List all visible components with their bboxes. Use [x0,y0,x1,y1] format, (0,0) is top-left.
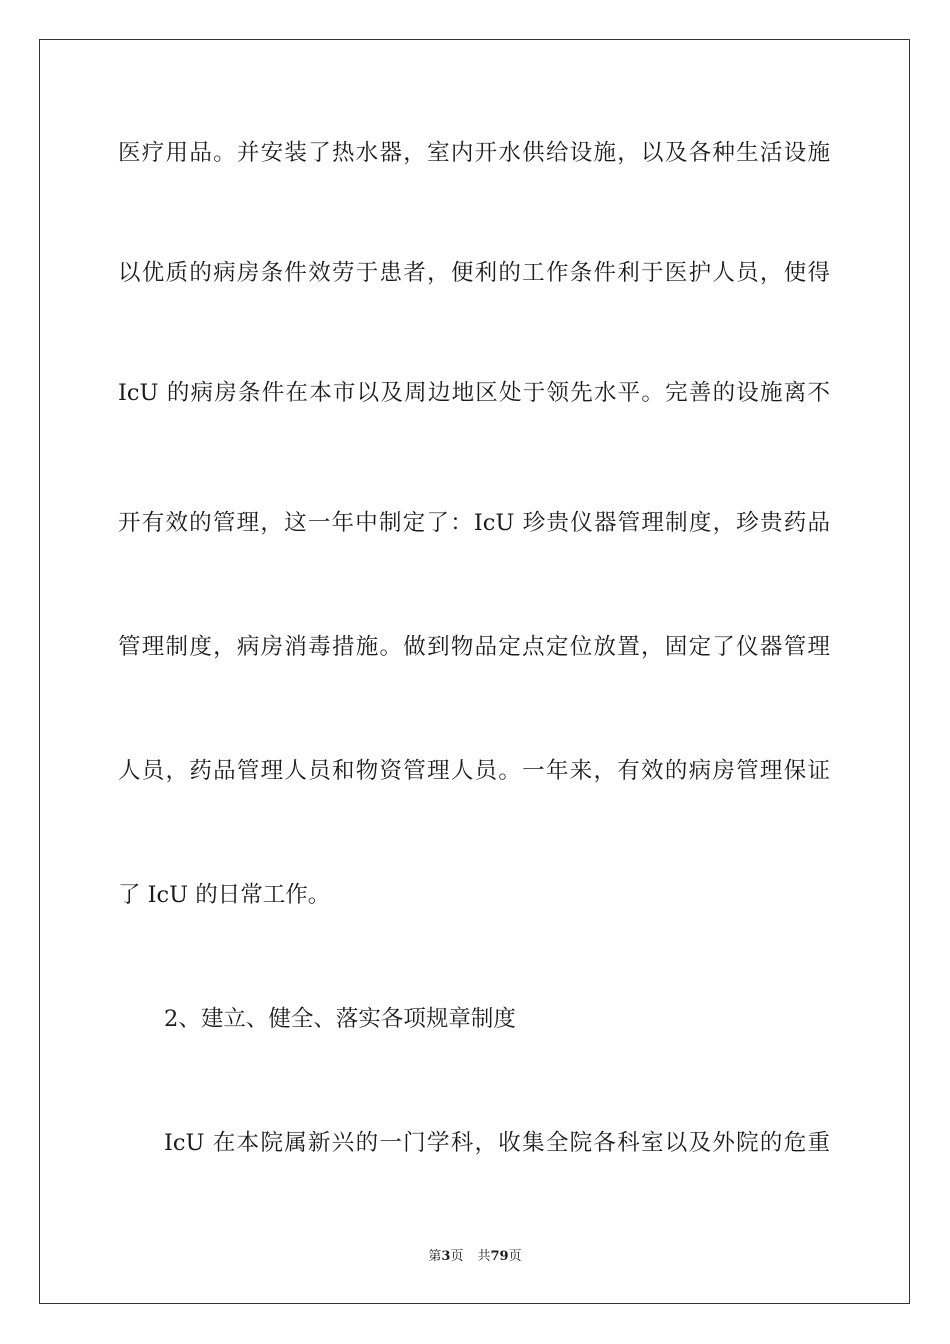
text-line-5: 管理制度，病房消毒措施。做到物品定点定位放置，固定了仪器管理 [118,634,830,660]
page-prefix: 第 [428,1249,442,1264]
text-line-2: 以优质的病房条件效劳于患者，便利的工作条件利于医护人员，使得 [118,260,830,286]
paragraph-line: IcU 在本院属新兴的一门学科，收集全院各科室以及外院的危重 [164,1130,830,1156]
text-line-1: 医疗用品。并安装了热水器，室内开水供给设施，以及各种生活设施 [118,140,830,166]
text-line-4: 开有效的管理，这一年中制定了：IcU 珍贵仪器管理制度，珍贵药品 [118,510,830,536]
text-line-3: IcU 的病房条件在本市以及周边地区处于领先水平。完善的设施离不 [118,380,830,406]
total-pages: 79 [490,1249,509,1264]
page-number: 3 [441,1249,451,1264]
page-border [39,39,910,1304]
page-suffix: 页 [450,1249,464,1264]
total-suffix: 页 [508,1249,522,1264]
text-line-7: 了 IcU 的日常工作。 [118,882,331,908]
section-heading: 2、建立、健全、落实各项规章制度 [164,1006,516,1032]
total-prefix: 共 [477,1249,491,1264]
text-line-6: 人员，药品管理人员和物资管理人员。一年来，有效的病房管理保证 [118,758,830,784]
page-footer [0,1245,950,1264]
